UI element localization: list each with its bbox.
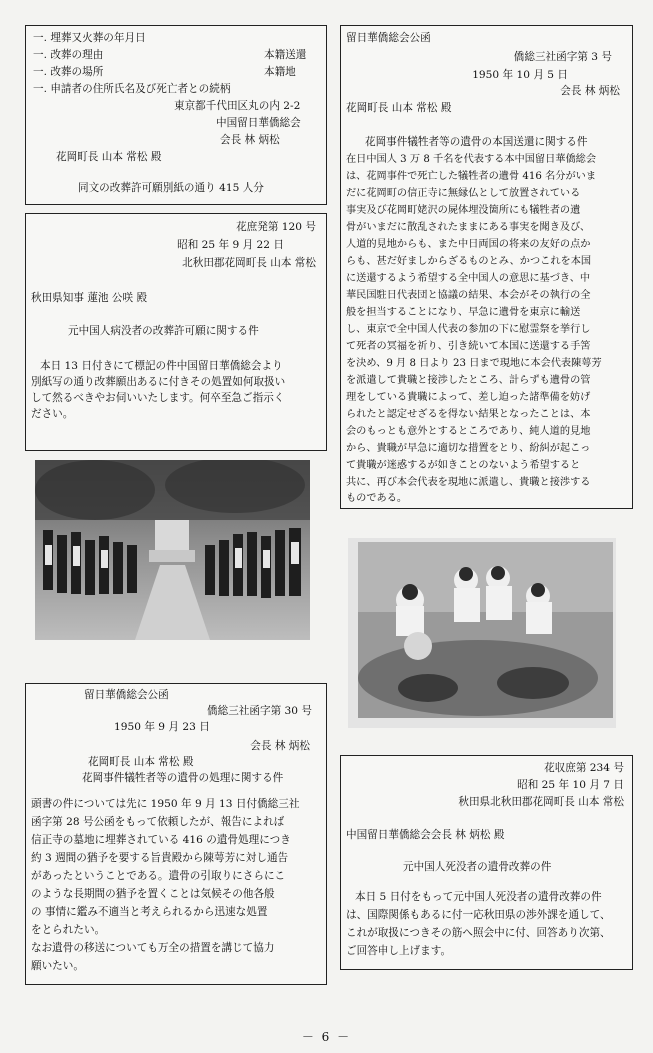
count-note: 同文の改葬許可願別紙の通り 415 人分 — [78, 182, 264, 194]
body-line: 華民国駐日代表団と協議の結果、本会がその執行の全 — [346, 290, 591, 301]
photo-image — [35, 460, 310, 640]
body-line: は、国際関係もあるに付一応秋田県の渉外課を通して、 — [346, 909, 611, 921]
reply-letter-box — [340, 755, 633, 970]
body-line: の 事情に鑑み不適当と考えられるから迅速な処置 — [31, 906, 268, 918]
subject: 元中国人病没者の改葬許可願に関する件 — [68, 325, 259, 337]
item-1-label: 一. 埋葬又火葬の年月日 — [33, 32, 146, 44]
body-line: なお遺骨の移送についても万全の措置を講じて協力 — [31, 942, 275, 954]
addressee: 花岡町長 山本 常松 殿 — [56, 151, 162, 163]
item-3-label: 一. 改葬の場所 — [33, 66, 104, 78]
body-line: 函字第 28 号公函をもって依頼したが、報告によれば — [31, 816, 285, 828]
item-2-value: 本籍送還 — [264, 49, 307, 61]
repatriation-letter-box — [340, 25, 633, 509]
body-line: をとられたい。 — [31, 924, 106, 936]
body-line: て貴職が迷惑するが如きことのないよう希望すると — [346, 460, 581, 471]
addressee: 花岡町長 山本 常松 殿 — [346, 102, 452, 114]
body-line: 事実及び花岡町姥沢の屍体埋没箇所にも犠牲者の遺 — [346, 205, 581, 216]
group-photo-memorial — [35, 460, 310, 640]
body-line: 願いたい。 — [31, 960, 84, 972]
body-line: 会のもっとも意外とするところであり、純人道的見地 — [346, 426, 591, 437]
applicant-president: 会長 林 炳松 — [220, 134, 280, 146]
body-line: 共に、再び本会代表を現地に派遣し、貴職と接渉する — [346, 477, 591, 488]
body-line: 約 3 週間の猶予を要する旨貴殿から陳萼芳に対し通告 — [31, 852, 289, 864]
body-line: して然るべきやお伺いいたします。何卒至急ご指示く — [31, 392, 285, 404]
body-line: 別紙写の通り改葬願出あるに付きその処置如何取扱い — [31, 376, 286, 388]
sender: 秋田県北秋田郡花岡町長 山本 常松 — [458, 796, 624, 808]
subject: 元中国人死没者の遺骨改葬の件 — [403, 861, 552, 873]
doc-number: 僑総三社函字第 3 号 — [513, 51, 612, 63]
applicant-org: 中国留日華僑総会 — [216, 117, 301, 129]
letter-header: 留日華僑総会公函 — [84, 689, 169, 701]
permit-inquiry-box — [25, 213, 327, 451]
body-line: に送還するよう希望する全中国人の意思に基づき、中 — [346, 273, 591, 284]
body-line: は、花岡事件で死亡した犠牲者の遺骨 416 名分がいま — [346, 171, 597, 182]
application-items-box — [25, 25, 327, 205]
doc-date: 昭和 25 年 10 月 7 日 — [517, 779, 624, 791]
subject: 花岡事件犠牲者等の遺骨の処理に関する件 — [82, 772, 284, 784]
doc-date: 昭和 25 年 9 月 22 日 — [177, 239, 284, 251]
body-line: 在日中国人 3 万 8 千名を代表する本中国留日華僑総会 — [346, 154, 597, 165]
item-2-label: 一. 改葬の理由 — [33, 49, 104, 61]
body-line: これが取扱につきその筋へ照会中に付、回答あり次第、 — [346, 927, 611, 939]
photo-people-in-field — [348, 538, 616, 728]
body-line: があったということである。遺骨の引取りにさらにこ — [31, 870, 286, 882]
remains-handling-letter-box — [25, 683, 327, 985]
body-line: ものである。 — [346, 493, 408, 504]
doc-number: 花庶発第 120 号 — [236, 221, 316, 233]
doc-date: 1950 年 10 月 5 日 — [472, 69, 568, 81]
president: 会長 林 炳松 — [250, 740, 310, 752]
page-number: － 6 － — [301, 1030, 352, 1044]
letter-header: 留日華僑総会公函 — [346, 32, 431, 44]
applicant-address: 東京都千代田区丸の内 2-2 — [174, 100, 301, 112]
subject: 花岡事件犠牲者等の遺骨の本国送還に関する件 — [365, 136, 588, 148]
body-line: 般を担当することになり、早急に遺骨を東京に輸送 — [346, 307, 581, 318]
body-line: し、東京で全中国人代表の参加の下に慰霊祭を挙行し — [346, 324, 591, 335]
body-line: て死者の冥福を祈り、引き続いて本国に送還する手筈 — [346, 341, 591, 352]
body-line: 人道的見地からも、また中日両国の将来の友好の点か — [346, 239, 591, 250]
body-line: られたと認定せざるを得ない結果となったことは、本 — [346, 409, 591, 420]
body-line: 頭書の件については先に 1950 年 9 月 13 日付僑総三社 — [31, 798, 300, 810]
doc-number: 僑総三社函字第 30 号 — [207, 705, 312, 717]
body-line: 信正寺の墓地に埋葬されている 416 の遺骨処理につき — [31, 834, 291, 846]
addressee: 中国留日華僑総会会長 林 炳松 殿 — [346, 829, 505, 841]
item-4-label: 一. 申請者の住所氏名及び死亡者との続柄 — [33, 83, 231, 95]
body-line: のような長期間の猶予を置くことは気候その他各般 — [31, 888, 275, 900]
body-line: だに花岡町の信正寺に無縁仏として放置されている — [346, 188, 581, 199]
doc-date: 1950 年 9 月 23 日 — [114, 721, 210, 733]
doc-number: 花収庶第 234 号 — [544, 762, 624, 774]
body-line: 理をしている貴職によって、差し迫った諸準備を妨げ — [346, 392, 591, 403]
body-line: 本日 13 日付きにて標記の件中国留日華僑総会より — [40, 360, 283, 372]
sender: 北秋田郡花岡町長 山本 常松 — [182, 257, 316, 269]
body-line: 骨がいまだに散乱されたままにある事実を聞き及び、 — [346, 222, 591, 233]
body-line: を派遣して貴職と接渉したところ、計らずも遺骨の管 — [346, 375, 591, 386]
body-line: から、貴職が早急に適切な措置をとり、紛糾が起こっ — [346, 443, 591, 454]
body-line: 本日 5 日付をもって元中国人死没者の遺骨改葬の件 — [355, 891, 602, 903]
addressee: 花岡町長 山本 常松 殿 — [88, 756, 194, 768]
body-line: ご回答申し上げます。 — [346, 945, 452, 957]
body-line: を決め、9 月 8 日より 23 日まで現地に本会代表陳萼芳 — [346, 358, 602, 369]
body-line: らも、甚だ好ましからざるものとみ、かつこれを本国 — [346, 256, 592, 267]
addressee: 秋田県知事 蓮池 公咲 殿 — [31, 292, 148, 304]
president: 会長 林 炳松 — [560, 85, 620, 97]
item-3-value: 本籍地 — [264, 66, 296, 78]
photo-image — [348, 538, 616, 728]
body-line: ださい。 — [31, 408, 74, 420]
